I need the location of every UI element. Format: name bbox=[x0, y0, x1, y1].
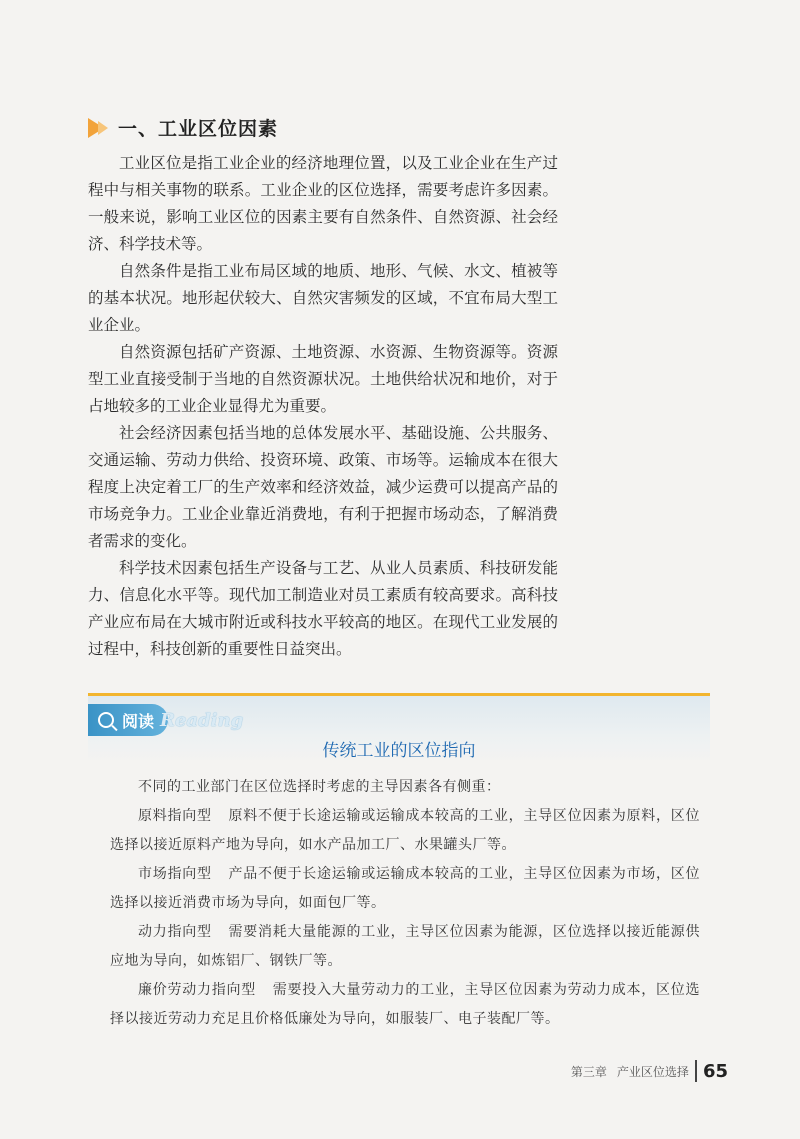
reading-header bbox=[88, 696, 710, 762]
page-footer bbox=[571, 1060, 728, 1082]
paragraph: 自然资源包括矿产资源、土地资源、水资源、生物资源等。资源型工业直接受制于当地的自然资源状况。土地供给状况和地价，对于占地较多的工业企业显得尤为重要。 bbox=[88, 343, 558, 415]
reading-title: 传统工业的区位指向 bbox=[322, 741, 476, 761]
reading-item bbox=[110, 802, 700, 860]
reading-label-en: Reading bbox=[160, 709, 244, 731]
reading-item-text: 需要消耗大量能源的工业，主导区位因素为能源，区位选择以接近能源供应地为导向，如炼铝厂、钢铁厂等。 bbox=[110, 924, 701, 969]
paragraph: 自然条件是指工业布局区域的地质、地形、气候、水文、植被等的基本状况。地形起伏较大、自然灾害频发的区域，不宜布局大型工业企业。 bbox=[88, 262, 558, 334]
reading-intro: 不同的工业部门在区位选择时考虑的主导因素各有侧重： bbox=[138, 779, 501, 795]
reading-text bbox=[110, 773, 700, 1034]
reading-item-term: 动力指向型 bbox=[138, 924, 212, 940]
magnifier-icon bbox=[98, 712, 114, 728]
paragraph: 社会经济因素包括当地的总体发展水平、基础设施、公共服务、交通运输、劳动力供给、投资环境、政策、市场等。运输成本在很大程度上决定着工厂的生产效率和经济效益，减少运费可以提高产品的市场竞争力。工业企业靠近消费地，有利于把握市场动态，了解消费者需求的变化。 bbox=[88, 424, 558, 550]
footer-chapter: 第三章 bbox=[570, 1064, 607, 1079]
section-marker-accent-icon bbox=[98, 121, 108, 135]
reading-item bbox=[110, 976, 700, 1034]
reading-item bbox=[110, 918, 700, 976]
reading-tab bbox=[88, 704, 248, 736]
paragraph: 科学技术因素包括生产设备与工艺、从业人员素质、科技研发能力、信息化水平等。现代加工制造业对员工素质有较高要求。高科技产业应布局在大城市附近或科技水平较高的地区。在现代工业发展的过程中，科技创新的重要性日益突出。 bbox=[88, 559, 558, 658]
reading-item-text: 产品不便于长途运输或运输成本较高的工业，主导区位因素为市场，区位选择以接近消费市场为导向，如面包厂等。 bbox=[110, 866, 701, 911]
section-heading bbox=[88, 114, 278, 141]
reading-box bbox=[88, 693, 710, 1027]
reading-item-term: 市场指向型 bbox=[138, 866, 212, 882]
reading-item-text: 原料不便于长途运输或运输成本较高的工业，主导区位因素为原料，区位选择以接近原料产地为导向，如水产品加工厂、水果罐头厂等。 bbox=[110, 808, 701, 853]
page-number: 65 bbox=[702, 1060, 728, 1082]
section-title: 一、工业区位因素 bbox=[118, 118, 279, 140]
reading-item-text: 需要投入大量劳动力的工业，主导区位因素为劳动力成本，区位选择以接近劳动力充足且价格低廉处为导向，如服装厂、电子装配厂等。 bbox=[110, 982, 701, 1027]
footer-divider bbox=[695, 1060, 697, 1082]
reading-item-term: 原料指向型 bbox=[138, 808, 212, 824]
paragraph: 工业区位是指工业企业的经济地理位置，以及工业企业在生产过程中与相关事物的联系。工业企业的区位选择，需要考虑许多因素。一般来说，影响工业区位的因素主要有自然条件、自然资源、社会经济、科学技术等。 bbox=[88, 154, 558, 253]
reading-label: 阅读 bbox=[122, 711, 155, 731]
reading-item bbox=[110, 860, 700, 918]
reading-item-term: 廉价劳动力指向型 bbox=[138, 982, 256, 998]
footer-chapter-title: 产业区位选择 bbox=[616, 1064, 689, 1079]
main-text bbox=[88, 150, 558, 663]
